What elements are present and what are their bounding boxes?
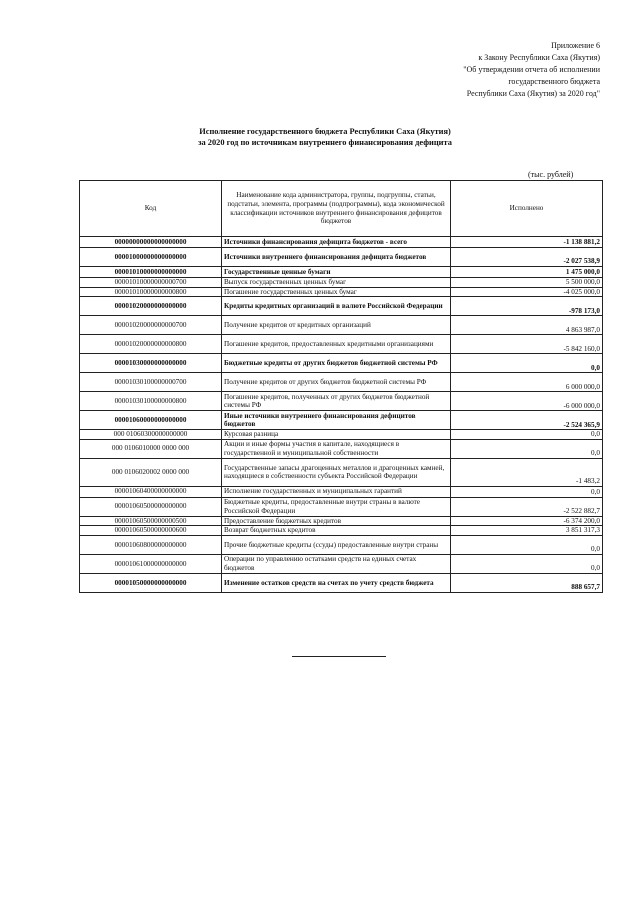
cell-code: 00001020000000000000 [80, 297, 222, 316]
appendix-line: к Закону Республики Саха (Якутия) [478, 53, 600, 62]
title-line: Исполнение государственного бюджета Республики Саха (Якутия) [199, 127, 451, 136]
table-row [80, 516, 603, 526]
cell-code: 00001061000000000000 [80, 554, 222, 573]
cell-name: Государственные ценные бумаги [222, 267, 451, 278]
cell-code: 00001060800000000000 [80, 535, 222, 554]
closing-rule [292, 656, 386, 657]
cell-code: 00001030000000000000 [80, 354, 222, 373]
cell-name: Иные источники внутреннего финансирования дефицитов бюджетов [222, 411, 451, 430]
cell-value: 6 000 000,0 [451, 373, 603, 392]
cell-code: 00001010000000000800 [80, 287, 222, 297]
cell-value: 888 657,7 [451, 573, 603, 592]
cell-code: 00001030100000000800 [80, 392, 222, 411]
cell-code: 00001010000000000000 [80, 267, 222, 278]
table-header-row [80, 181, 603, 237]
cell-code: 00001060500000000600 [80, 526, 222, 536]
cell-value: -1 138 881,2 [451, 237, 603, 248]
cell-name: Курсовая разница [222, 430, 451, 440]
cell-code: 000 01060300000000000 [80, 430, 222, 440]
cell-code: 00001010000000000700 [80, 278, 222, 288]
appendix-line: Приложение 6 [551, 41, 600, 50]
cell-name: Возврат бюджетных кредитов [222, 526, 451, 536]
table-row [80, 458, 603, 486]
title-line: за 2020 год по источникам внутреннего финансирования дефицита [198, 138, 452, 147]
cell-code: 00001020000000000700 [80, 316, 222, 335]
cell-value: -2 522 882,7 [451, 497, 603, 516]
cell-name: Получение кредитов от других бюджетов бюджетной системы РФ [222, 373, 451, 392]
header-name: Наименование кода администратора, группы, подгруппы, статьи, подстатьи, элемента, программы (подпрограммы), кода экономической классификации источников внутреннего финансирования дефицитов бюджетов [222, 181, 451, 237]
cell-name: Акции и иные формы участия в капитале, находящиеся в государственной и муниципальной собственности [222, 439, 451, 458]
cell-value: -6 000 000,0 [451, 392, 603, 411]
cell-value: -2 524 365,9 [451, 411, 603, 430]
cell-code: 00001000000000000000 [80, 248, 222, 267]
cell-code: 00001050000000000000 [80, 573, 222, 592]
cell-code: 00001060500000000500 [80, 516, 222, 526]
cell-value: 0,0 [451, 439, 603, 458]
cell-value: -2 027 538,9 [451, 248, 603, 267]
cell-value: 1 475 000,0 [451, 267, 603, 278]
table-row [80, 267, 603, 278]
cell-name: Кредиты кредитных организаций в валюте Российской Федерации [222, 297, 451, 316]
cell-code: 00001060500000000000 [80, 497, 222, 516]
appendix-line: Республики Саха (Якутия) за 2020 год" [466, 89, 600, 98]
table-row [80, 535, 603, 554]
cell-code: 00001030100000000700 [80, 373, 222, 392]
cell-value: -5 842 160,0 [451, 335, 603, 354]
cell-value: 4 863 987,0 [451, 316, 603, 335]
header-code: Код [80, 181, 222, 237]
appendix-line: государственного бюджета [508, 77, 600, 86]
cell-name: Погашение кредитов, полученных от других бюджетов бюджетной системы РФ [222, 392, 451, 411]
cell-value: 0,0 [451, 486, 603, 497]
table-row [80, 316, 603, 335]
unit-label: (тыс. рублей) [528, 170, 574, 179]
cell-code: 000 0106020002 0000 000 [80, 458, 222, 486]
cell-value: 0,0 [451, 535, 603, 554]
table-row [80, 411, 603, 430]
table-row [80, 392, 603, 411]
cell-value: 0,0 [451, 554, 603, 573]
cell-code: 000 0106010000 0000 000 [80, 439, 222, 458]
cell-name: Получение кредитов от кредитных организаций [222, 316, 451, 335]
cell-code: 00000000000000000000 [80, 237, 222, 248]
table-row [80, 287, 603, 297]
appendix-line: "Об утверждении отчета об исполнении [463, 65, 600, 74]
cell-name: Предоставление бюджетных кредитов [222, 516, 451, 526]
cell-value: 5 500 000,0 [451, 278, 603, 288]
cell-name: Операции по управлению остатками средств на единых счетах бюджетов [222, 554, 451, 573]
appendix-block [360, 40, 600, 100]
table-row [80, 430, 603, 440]
cell-name: Бюджетные кредиты от других бюджетов бюджетной системы РФ [222, 354, 451, 373]
table-row [80, 335, 603, 354]
cell-value: 0,0 [451, 430, 603, 440]
cell-name: Погашение кредитов, предоставленных кредитными организациями [222, 335, 451, 354]
cell-code: 00001060400000000000 [80, 486, 222, 497]
table-row [80, 278, 603, 288]
cell-name: Выпуск государственных ценных бумаг [222, 278, 451, 288]
cell-name: Исполнение государственных и муниципальных гарантий [222, 486, 451, 497]
cell-name: Государственные запасы драгоценных металлов и драгоценных камней, находящиеся в собственности субъекта Российской Федерации [222, 458, 451, 486]
table-row [80, 439, 603, 458]
cell-name: Источники внутреннего финансирования дефицита бюджетов [222, 248, 451, 267]
table-row [80, 297, 603, 316]
table-row [80, 526, 603, 536]
cell-code: 00001060000000000000 [80, 411, 222, 430]
cell-value: -6 374 200,0 [451, 516, 603, 526]
cell-name: Изменение остатков средств на счетах по учету средств бюджета [222, 573, 451, 592]
table-row [80, 486, 603, 497]
cell-code: 00001020000000000800 [80, 335, 222, 354]
cell-name: Погашение государственных ценных бумаг [222, 287, 451, 297]
table-row [80, 573, 603, 592]
cell-name: Прочие бюджетные кредиты (ссуды) предоставленные внутри страны [222, 535, 451, 554]
table-row [80, 237, 603, 248]
cell-value: -978 173,0 [451, 297, 603, 316]
table-row [80, 554, 603, 573]
document-title [140, 126, 510, 148]
table-row [80, 354, 603, 373]
cell-value: -4 025 000,0 [451, 287, 603, 297]
cell-value: 3 851 317,3 [451, 526, 603, 536]
cell-value: -1 483,2 [451, 458, 603, 486]
table-row [80, 373, 603, 392]
table-row [80, 497, 603, 516]
header-value: Исполнено [451, 181, 603, 237]
cell-name: Бюджетные кредиты, предоставленные внутри страны в валюте Российской Федерации [222, 497, 451, 516]
cell-value: 0,0 [451, 354, 603, 373]
sources-table [79, 180, 603, 593]
table-row [80, 248, 603, 267]
cell-name: Источники финансирования дефицита бюджетов - всего [222, 237, 451, 248]
